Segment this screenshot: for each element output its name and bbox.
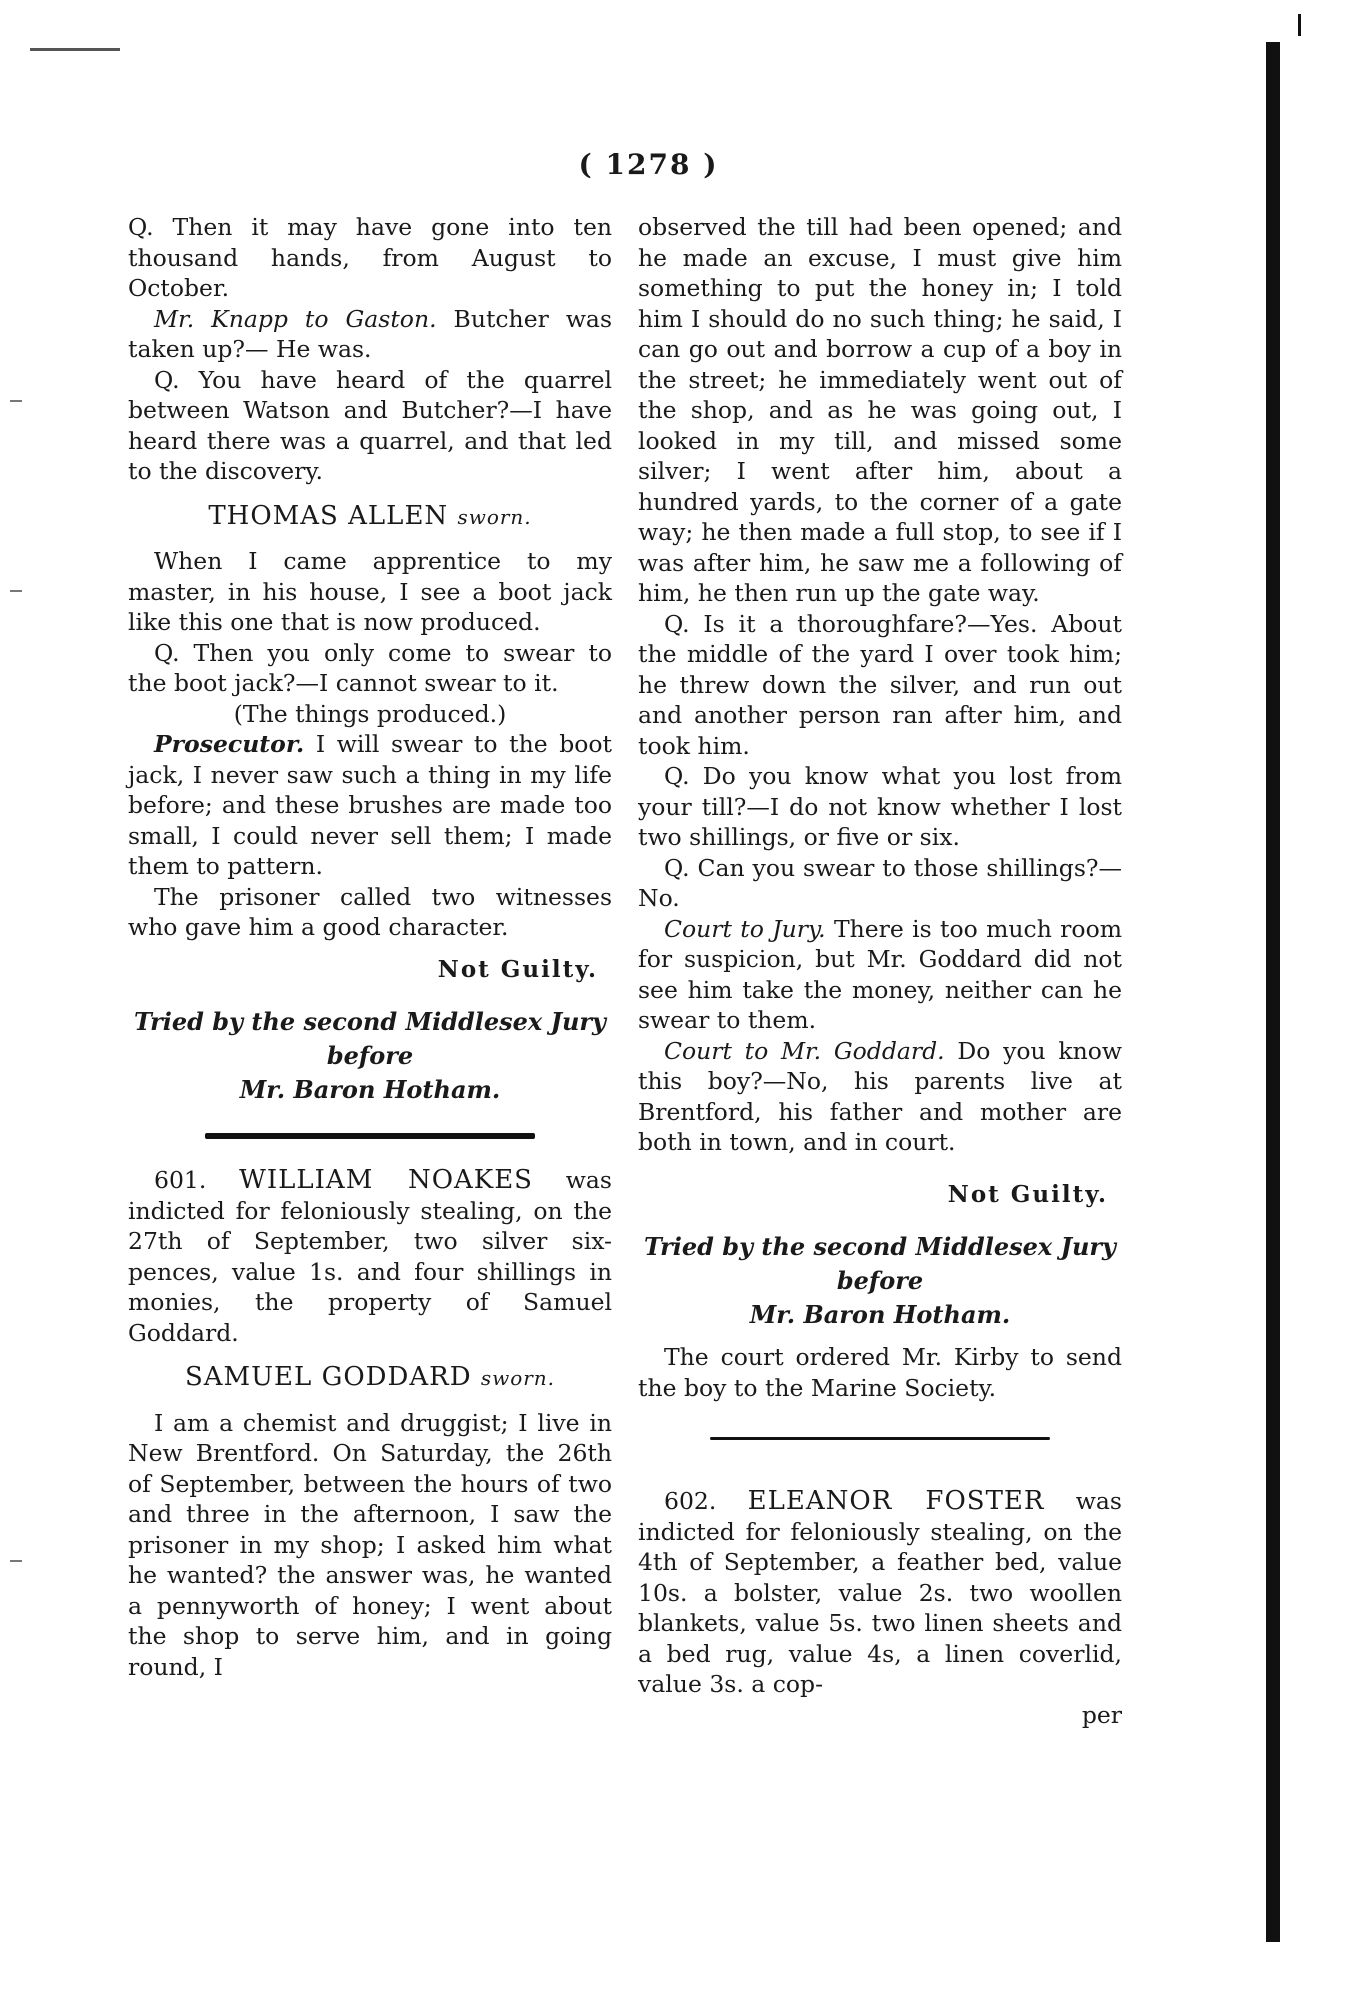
case-number: 602. [664, 1487, 717, 1515]
paragraph: observed the till had been opened; and he made an excuse, I must give him something to put the honey in; I told him I should do no such thing; he said, I can go out and borrow a cup of a boy in the street; he immediately went out of the shop, and as he was going out, I looked in my till, and missed some silver; I went after him, about a hundred yards, to the corner of a gate way; he then made a full stop, to see if I was after him, he saw me a following of him, he then run up the gate way. [638, 213, 1122, 607]
paragraph: I am a chemist and druggist; I live in New Brentford. On Saturday, the 26th of September, between the hours of two and three in the afternoon, I saw the prisoner in my shop; I asked him what he wanted? the answer was, he wanted a pennyworth of honey; I went about the shop to serve him, and in going round, I [128, 1408, 612, 1681]
page-number: ( 1278 ) [578, 148, 719, 181]
speaker: Court to Jury. [664, 914, 826, 943]
sworn-label: sworn. [480, 1366, 556, 1390]
paragraph: Q. Then you only come to swear to the boot jack?—I cannot swear to it. [128, 638, 612, 697]
defendant-name: WILLIAM NOAKES [239, 1165, 533, 1195]
scan-artifact [10, 1560, 22, 1562]
paragraph: Q. Then it may have gone into ten thousand hands, from August to October. [128, 213, 612, 302]
paragraph: Q. Is it a thoroughfare?—Yes. About the middle of the yard I over took him; he threw down the silver, and run out and another person ran after him, and took him. [638, 609, 1122, 760]
scan-artifact [30, 48, 120, 51]
paragraph [638, 914, 1122, 1036]
paragraph-text: Do you know this boy?—No, his parents live at Brentford, his father and mother are both in town, and in court. [638, 1036, 1122, 1156]
right-column [638, 212, 1122, 1730]
speaker: Court to Mr. Goddard. [664, 1036, 945, 1065]
catchword: per [1081, 1700, 1122, 1729]
page-binding-edge [1266, 42, 1280, 1942]
case-text: was indicted for feloniously stealing, on the 27th of September, two silver six-pences, value 1s. and four shillings in monies, the property of Samuel Goddard. [128, 1166, 612, 1347]
verdict: Not Guilty. [437, 955, 598, 983]
paragraph: The prisoner called two witnesses who gave him a good character. [128, 882, 612, 941]
speaker: Mr. Knapp to Gaston. [154, 304, 437, 333]
case-entry [128, 1165, 612, 1348]
paragraph: Q. Do you know what you lost from your till?—I do not know whether I lost two shillings, or five or six. [638, 762, 1122, 851]
jury-note [638, 1230, 1122, 1332]
section-rule [710, 1437, 1050, 1440]
paragraph [638, 1036, 1122, 1158]
paragraph: (The things produced.) [233, 699, 507, 728]
witness-heading [128, 501, 612, 533]
case-entry [638, 1486, 1122, 1700]
defendant-name: ELEANOR FOSTER [747, 1486, 1045, 1516]
witness-heading [128, 1362, 612, 1394]
paragraph [128, 304, 612, 365]
jury-note-line: Mr. Baron Hotham. [239, 1075, 501, 1104]
scan-artifact [10, 400, 22, 402]
paragraph: When I came apprentice to my master, in his house, I see a boot jack like this one that is now produced. [128, 547, 612, 636]
case-number: 601. [154, 1166, 207, 1194]
page-header [0, 148, 1357, 181]
speaker: Prosecutor. [154, 730, 305, 758]
verdict: Not Guilty. [947, 1180, 1108, 1208]
paragraph: The court ordered Mr. Kirby to send the boy to the Marine Society. [638, 1343, 1122, 1402]
jury-note-line: Tried by the second Middlesex Jury before [644, 1232, 1116, 1295]
jury-note-line: Mr. Baron Hotham. [749, 1300, 1011, 1329]
paragraph-text: I will swear to the boot jack, I never saw such a thing in my life before; and these brushes are made too small, I could never sell them; I made them to pattern. [128, 730, 612, 880]
edge-mark [1298, 14, 1301, 36]
paragraph-text: Butcher was taken up?— He was. [128, 304, 612, 363]
jury-note-line: Tried by the second Middlesex Jury before [134, 1007, 606, 1070]
witness-name: SAMUEL GODDARD [184, 1362, 472, 1392]
witness-name: THOMAS ALLEN [208, 500, 449, 531]
jury-note [128, 1005, 612, 1107]
scan-artifact [10, 590, 22, 592]
paragraph [128, 729, 612, 882]
sworn-label: sworn. [457, 504, 532, 529]
paragraph: Q. Can you swear to those shillings?—No. [638, 853, 1122, 912]
paragraph: Q. You have heard of the quarrel between Watson and Butcher?—I have heard there was a quarrel, and that led to the discovery. [128, 365, 612, 485]
case-text: was indicted for feloniously stealing, on the 4th of September, a feather bed, value 10s. a bolster, value 2s. two woollen blankets, value 5s. two linen sheets and a bed rug, value 4s, a linen coverlid, value 3s. a cop- [638, 1487, 1122, 1698]
left-column [128, 212, 612, 1682]
section-rule [205, 1133, 535, 1139]
paragraph-text: There is too much room for suspicion, but Mr. Goddard did not see him take the money, neither can he swear to them. [638, 914, 1122, 1034]
